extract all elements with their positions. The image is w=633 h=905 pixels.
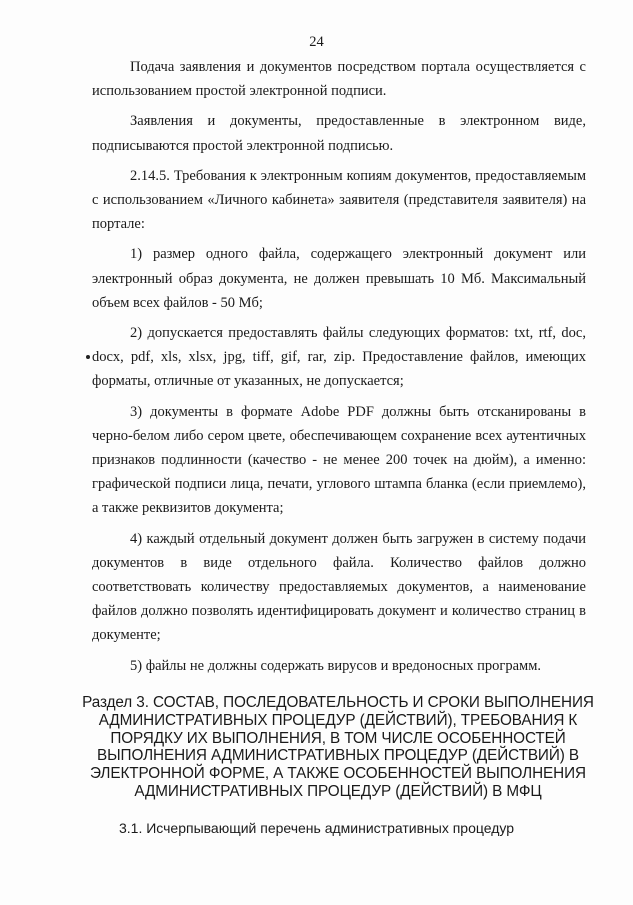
list-item-file-formats: 2) допускается предоставлять файлы следующих форматов: txt, rtf, doc, docx, pdf, xls, xlsx, jpg, tiff, gif, rar, zip. Предоставление файлов, имеющих форматы, отличные от указанных, не допускается;	[92, 325, 586, 390]
list-item-pdf-scanning: 3) документы в формате Adobe PDF должны быть отсканированы в черно-белом либо сером цвете, обеспечивающем сохранение всех аутентичных признаков подлинности (качество - не менее 200 точек на дюйм), а именно: графической подписи лица, печати, углового штампа бланка (если приемлемо), а также реквизитов документа;	[92, 403, 586, 517]
paragraph-portal-submission: Подача заявления и документов посредством портала осуществляется с использованием простой электронной подписи.	[92, 59, 586, 100]
list-item-file-size: 1) размер одного файла, содержащего электронный документ или электронный образ документа, не должен превышать 10 Мб. Максимальный объем всех файлов - 50 Мб;	[92, 246, 586, 311]
paragraph-requirements-2-14-5: 2.14.5. Требования к электронным копиям документов, предоставляемым с использованием «Личного кабинета» заявителя (представителя заявителя) на портале:	[92, 167, 586, 233]
body-text	[92, 55, 586, 684]
page-number: 24	[309, 34, 324, 50]
list-item-no-viruses: 5) файлы не должны содержать вирусов и вредоносных программ.	[130, 657, 541, 674]
scan-mark-dot	[86, 355, 90, 359]
subsection-title: 3.1. Исчерпывающий перечень административных процедур	[118, 820, 514, 836]
section-heading: Раздел 3. СОСТАВ, ПОСЛЕДОВАТЕЛЬНОСТЬ И СРОКИ ВЫПОЛНЕНИЯ АДМИНИСТРАТИВНЫХ ПРОЦЕДУР (ДЕЙСТВИЙ), ТРЕБОВАНИЯ К ПОРЯДКУ ИХ ВЫПОЛНЕНИЯ, В ТОМ ЧИСЛЕ ОСОБЕННОСТЕЙ ВЫПОЛНЕНИЯ АДМИНИСТРАТИВНЫХ ПРОЦЕДУР (ДЕЙСТВИЙ) В ЭЛЕКТРОННОЙ ФОРМЕ, А ТАКЖЕ ОСОБЕННОСТЕЙ ВЫПОЛНЕНИЯ АДМИНИСТРАТИВНЫХ ПРОЦЕДУР (ДЕЙСТВИЙ) В МФЦ	[82, 694, 594, 800]
paragraph-electronic-signature: Заявления и документы, предоставленные в электронном виде, подписываются простой электронной подписью.	[92, 113, 586, 154]
list-item-separate-files: 4) каждый отдельный документ должен быть загружен в систему подачи документов в виде отдельного файла. Количество файлов должно соответствовать количеству предоставляемых документов, а наименование файлов должно позволять идентифицировать документ и количество страниц в документе;	[92, 530, 586, 644]
